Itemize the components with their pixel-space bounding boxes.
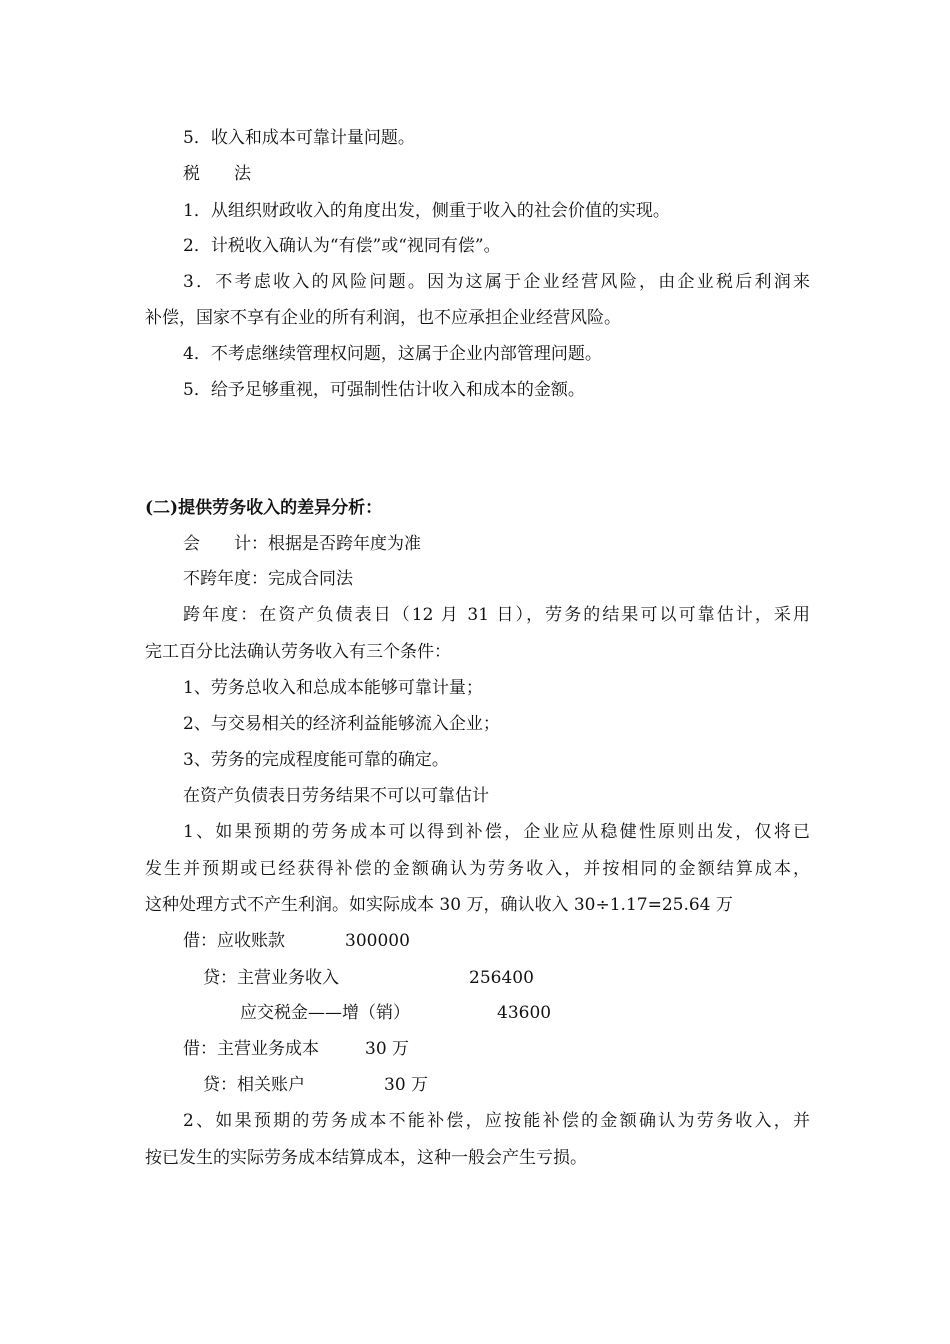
paragraph-line: 完工百分比法确认劳务收入有三个条件： xyxy=(145,642,451,662)
list-item: 5．收入和成本可靠计量问题。 xyxy=(183,128,415,148)
journal-entry-label: 应交税金——增（销） xyxy=(240,1003,410,1023)
paragraph-line: 不跨年度：完成合同法 xyxy=(183,569,353,589)
paragraph-line: 1、如果预期的劳务成本可以得到补偿，企业应从稳健性原则出发，仅将已 xyxy=(183,822,810,842)
paragraph-line: 跨年度：在资产负债表日（12 月 31 日），劳务的结果可以可靠估计，采用 xyxy=(183,605,810,625)
journal-entry-label: 贷：主营业务收入 xyxy=(203,968,339,988)
section-heading-tax-law: 税 法 xyxy=(183,164,251,184)
journal-entry-amount: 30 万 xyxy=(365,1039,410,1059)
journal-entry-amount: 43600 xyxy=(497,1003,552,1023)
journal-entry-amount: 30 万 xyxy=(384,1075,429,1095)
paragraph-line: 2、如果预期的劳务成本不能补偿，应按能补偿的金额确认为劳务收入，并 xyxy=(183,1111,810,1131)
paragraph-line: 在资产负债表日劳务结果不可以可靠估计 xyxy=(183,786,489,806)
list-item: 5．给予足够重视，可强制性估计收入和成本的金额。 xyxy=(183,380,585,400)
journal-entry-label: 借：应收账款 xyxy=(183,931,285,951)
journal-entry-label: 贷：相关账户 xyxy=(203,1075,305,1095)
list-item: 2、与交易相关的经济利益能够流入企业； xyxy=(183,714,500,734)
paragraph-line: 这种处理方式不产生利润。如实际成本 30 万，确认收入 30÷1.17=25.64 万 xyxy=(145,895,733,915)
accounting-heading: 会 计：根据是否跨年度为准 xyxy=(183,534,421,554)
journal-entry-amount: 256400 xyxy=(469,968,534,988)
list-item: 3、劳务的完成程度能可靠的确定。 xyxy=(183,750,449,770)
paragraph-line: 按已发生的实际劳务成本结算成本，这种一般会产生亏损。 xyxy=(145,1148,587,1168)
list-item: 1、劳务总收入和总成本能够可靠计量； xyxy=(183,678,483,698)
list-item: 2．计税收入确认为“有偿”或“视同有偿”。 xyxy=(183,236,501,256)
section-title: (二)提供劳务收入的差异分析： xyxy=(145,498,383,518)
paragraph-line: 发生并预期或已经获得补偿的金额确认为劳务收入，并按相同的金额结算成本， xyxy=(145,859,810,879)
paragraph-line: 补偿，国家不享有企业的所有利润，也不应承担企业经营风险。 xyxy=(145,308,621,328)
list-item: 1．从组织财政收入的角度出发，侧重于收入的社会价值的实现。 xyxy=(183,201,670,221)
journal-entry-label: 借：主营业务成本 xyxy=(183,1039,319,1059)
paragraph-line: 3．不考虑收入的风险问题。因为这属于企业经营风险，由企业税后利润来 xyxy=(183,272,810,292)
journal-entry-amount: 300000 xyxy=(345,931,410,951)
list-item: 4．不考虑继续管理权问题，这属于企业内部管理问题。 xyxy=(183,344,602,364)
